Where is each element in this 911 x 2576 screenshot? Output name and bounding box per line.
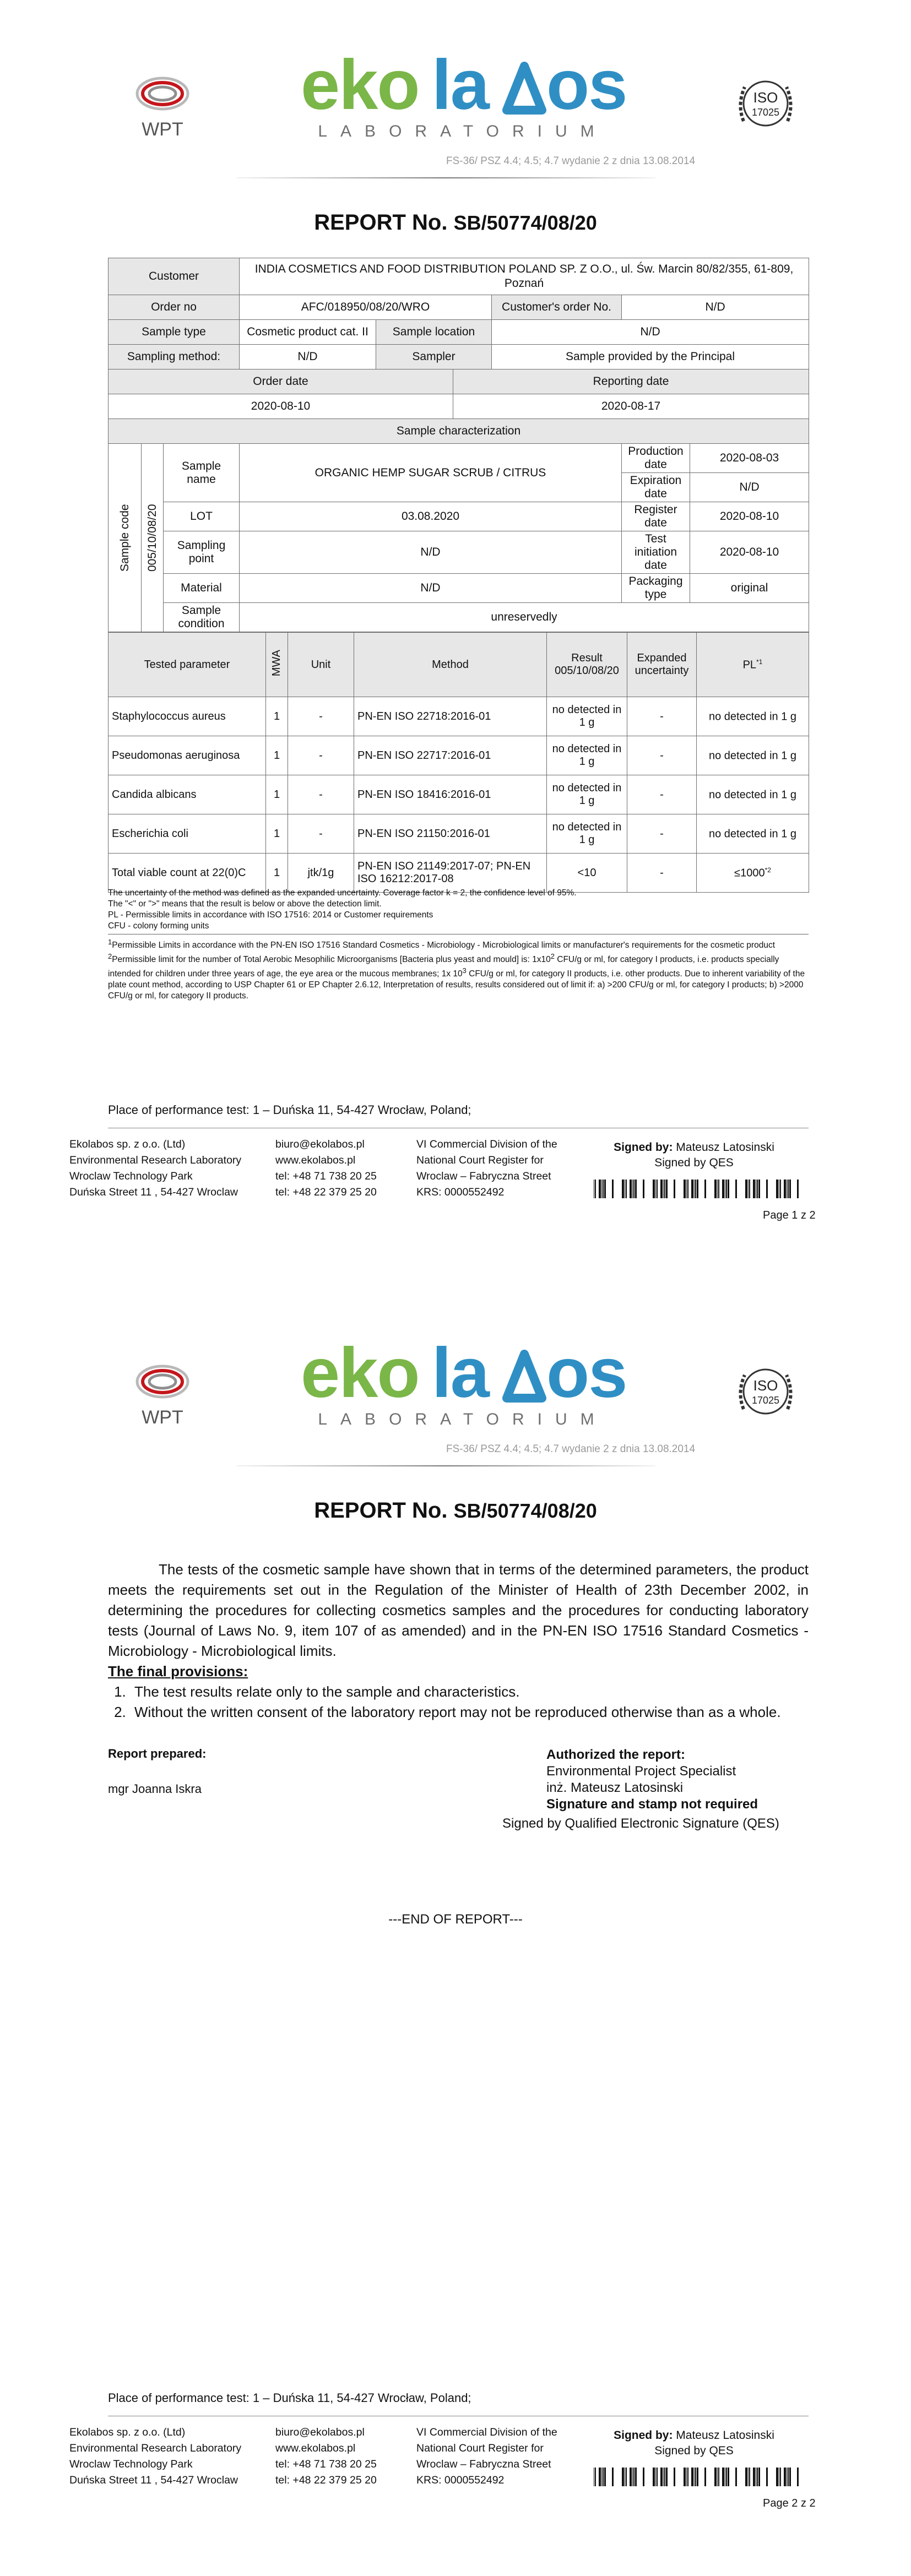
param-cell: Pseudomonas aeruginosa bbox=[109, 736, 266, 775]
svg-text:ISO: ISO bbox=[753, 1377, 778, 1394]
param-cell: Escherichia coli bbox=[109, 814, 266, 854]
reporting-date-value: 2020-08-17 bbox=[453, 394, 809, 419]
result-cell: no detected in 1 g bbox=[547, 736, 627, 775]
order-date-label: Order date bbox=[109, 369, 453, 394]
website-link[interactable]: www.ekolabos.pl bbox=[275, 2442, 356, 2454]
report-page-2 bbox=[0, 1288, 911, 2576]
unit-cell: - bbox=[288, 697, 354, 736]
mwa-header: MWA bbox=[266, 633, 288, 697]
website-link[interactable]: www.ekolabos.pl bbox=[275, 1154, 356, 1166]
form-reference: FS-36/ PSZ 4.4; 4.5; 4.7 wydanie 2 z dnia 13.08.2014 bbox=[446, 1443, 696, 1455]
sample-name-value: ORGANIC HEMP SUGAR SCRUB / CITRUS bbox=[240, 444, 622, 502]
svg-text:LABORATORIUM: LABORATORIUM bbox=[318, 1410, 608, 1428]
unit-header: Unit bbox=[288, 633, 354, 697]
note-pl: PL - Permissible limits in accordance with ISO 17516: 2014 or Customer requirements bbox=[108, 910, 433, 920]
sample-location-label: Sample location bbox=[376, 320, 492, 345]
sample-code-label: Sample code bbox=[109, 444, 142, 632]
footer-registry: VI Commercial Division of the National Court Register for Wroclaw – Fabryczna Street KRS: 0000552492 bbox=[416, 1138, 557, 1198]
authorization-block: Authorized the report: Environmental Project Specialist inż. Mateusz Latosinski Signature and stamp not required bbox=[546, 1747, 758, 1812]
signature-block: Signed by: Mateusz Latosinski Signed by QES bbox=[614, 1141, 774, 1169]
provisions-list bbox=[108, 1682, 809, 1722]
svg-text:la: la bbox=[432, 48, 489, 124]
sample-type-label: Sample type bbox=[109, 320, 240, 345]
svg-text:os: os bbox=[546, 48, 627, 124]
unit-cell: - bbox=[288, 814, 354, 854]
svg-text:17025: 17025 bbox=[751, 1395, 780, 1406]
method-cell: PN-EN ISO 21150:2016-01 bbox=[354, 814, 547, 854]
unit-cell: - bbox=[288, 736, 354, 775]
sampling-method-label: Sampling method: bbox=[109, 345, 240, 369]
sampling-point-value: N/D bbox=[240, 531, 622, 574]
test-initiation-value: 2020-08-10 bbox=[690, 531, 809, 574]
uncertainty-cell: - bbox=[627, 775, 697, 814]
result-header: Result 005/10/08/20 bbox=[547, 633, 627, 697]
unit-cell: - bbox=[288, 775, 354, 814]
sampling-method-value: N/D bbox=[240, 345, 376, 369]
result-cell: <10 bbox=[547, 854, 627, 893]
result-row bbox=[109, 736, 809, 775]
header-divider bbox=[237, 177, 655, 178]
material-value: N/D bbox=[240, 574, 622, 603]
footer-company: Ekolabos sp. z o.o. (Ltd) Environmental Research Laboratory Wroclaw Technology Park Duńska Street 11 , 54-427 Wroclaw bbox=[69, 2426, 242, 2486]
register-date-value: 2020-08-10 bbox=[690, 502, 809, 531]
footer-company: Ekolabos sp. z o.o. (Ltd) Environmental Research Laboratory Wroclaw Technology Park Duńska Street 11 , 54-427 Wroclaw bbox=[69, 1138, 242, 1198]
results-table bbox=[108, 632, 809, 893]
note-uncertainty: The uncertainty of the method was defined as the expanded uncertainty. Coverage factor k = 2, the confidence level of 95%. bbox=[108, 888, 577, 898]
result-cell: no detected in 1 g bbox=[547, 697, 627, 736]
ekolabos-logo bbox=[297, 1336, 628, 1430]
form-reference: FS-36/ PSZ 4.4; 4.5; 4.7 wydanie 2 z dnia 13.08.2014 bbox=[446, 155, 696, 167]
barcode-image bbox=[594, 1180, 805, 1198]
place-of-performance: Place of performance test: 1 – Duńska 11, 54-427 Wrocław, Poland; bbox=[108, 2391, 471, 2405]
method-cell: PN-EN ISO 18416:2016-01 bbox=[354, 775, 547, 814]
customer-order-value: N/D bbox=[622, 295, 809, 320]
expiration-date-value: N/D bbox=[690, 473, 809, 502]
svg-text:la: la bbox=[432, 1336, 489, 1412]
sampling-point-label: Sampling point bbox=[164, 531, 240, 574]
uncertainty-cell: - bbox=[627, 854, 697, 893]
sample-location-value: N/D bbox=[492, 320, 809, 345]
param-header: Tested parameter bbox=[109, 633, 266, 697]
sample-code-value: 005/10/08/20 bbox=[142, 444, 164, 632]
footer-registry: VI Commercial Division of the National Court Register for Wroclaw – Fabryczna Street KRS: 0000552492 bbox=[416, 2426, 557, 2486]
sample-type-value: Cosmetic product cat. II bbox=[240, 320, 376, 345]
mwa-cell: 1 bbox=[266, 697, 288, 736]
param-cell: Total viable count at 22(0)C bbox=[109, 854, 266, 893]
provision-item: 2. Without the written consent of the laboratory report may not be reproduced otherwise than as a whole. bbox=[130, 1702, 809, 1722]
lot-value: 03.08.2020 bbox=[240, 502, 622, 531]
svg-text:eko: eko bbox=[301, 48, 419, 124]
sample-name-label: Sample name bbox=[164, 444, 240, 502]
test-initiation-label: Test initiation date bbox=[622, 531, 690, 574]
qes-signature: Signed by Qualified Electronic Signature (QES) bbox=[502, 1816, 779, 1831]
uncertainty-header: Expanded uncertainty bbox=[627, 633, 697, 697]
pl-header: PL$^{*1}$ bbox=[697, 633, 809, 697]
signature-block: Signed by: Mateusz Latosinski Signed by QES bbox=[614, 2429, 774, 2457]
barcode-image bbox=[594, 2468, 805, 2486]
packaging-type-label: Packaging type bbox=[622, 574, 690, 603]
result-row bbox=[109, 814, 809, 854]
reporting-date-label: Reporting date bbox=[453, 369, 809, 394]
pl-cell: no detected in 1 g bbox=[697, 814, 809, 854]
param-cell: Candida albicans bbox=[109, 775, 266, 814]
sample-info-table bbox=[108, 258, 809, 632]
production-date-value: 2020-08-03 bbox=[690, 444, 809, 473]
page-number: Page 1 z 2 bbox=[763, 1209, 816, 1221]
svg-text:LABORATORIUM: LABORATORIUM bbox=[318, 122, 608, 140]
uncertainty-cell: - bbox=[627, 697, 697, 736]
note-cfu: CFU - colony forming units bbox=[108, 921, 209, 931]
svg-text:eko: eko bbox=[301, 1336, 419, 1412]
pl-cell: no detected in 1 g bbox=[697, 697, 809, 736]
production-date-label: Production date bbox=[622, 444, 690, 473]
result-cell: no detected in 1 g bbox=[547, 775, 627, 814]
report-title: REPORT No. SB/50774/08/20 bbox=[314, 1498, 597, 1523]
notes-section bbox=[108, 888, 809, 1002]
order-no-label: Order no bbox=[109, 295, 240, 320]
pl-cell: $\le 1000^{*2}$ bbox=[697, 854, 809, 893]
conclusion-paragraph: The tests of the cosmetic sample have shown that in terms of the determined parameters, the product meets the requirements set out in the Regulation of the Minister of Health of 23th December 2002, in determining the procedures for collecting cosmetics samples and the procedures for conducting laboratory tests (Journal of Laws No. 9, item 107 of as amended) and in the PN-EN ISO 17516 Standard Cosmetics - Microbiology - Microbiological limits. bbox=[108, 1561, 809, 1659]
sampler-label: Sampler bbox=[376, 345, 492, 369]
method-cell: PN-EN ISO 21149:2017-07; PN-EN ISO 16212:2017-08 bbox=[354, 854, 547, 893]
packaging-type-value: original bbox=[690, 574, 809, 603]
note-detection: The "<" or ">" means that the result is below or above the detection limit. bbox=[108, 899, 382, 909]
email-link[interactable]: biuro@ekolabos.pl bbox=[275, 1138, 365, 1150]
sample-condition-value: unreservedly bbox=[240, 603, 809, 632]
sampler-value: Sample provided by the Principal bbox=[492, 345, 809, 369]
register-date-label: Register date bbox=[622, 502, 690, 531]
svg-text:17025: 17025 bbox=[751, 107, 780, 118]
uncertainty-cell: - bbox=[627, 814, 697, 854]
footer-contact: biuro@ekolabos.pl www.ekolabos.pl tel: +48 71 738 20 25 tel: +48 22 379 25 20 bbox=[275, 2425, 377, 2488]
customer-order-label: Customer's order No. bbox=[492, 295, 622, 320]
order-no-value: AFC/018950/08/20/WRO bbox=[240, 295, 492, 320]
conclusion-section bbox=[108, 1559, 809, 1722]
end-of-report: ---END OF REPORT--- bbox=[388, 1912, 523, 1927]
method-cell: PN-EN ISO 22717:2016-01 bbox=[354, 736, 547, 775]
sample-condition-label: Sample condition bbox=[164, 603, 240, 632]
unit-cell: jtk/1g bbox=[288, 854, 354, 893]
svg-text:WPT: WPT bbox=[142, 119, 183, 140]
method-cell: PN-EN ISO 22718:2016-01 bbox=[354, 697, 547, 736]
footer-contact: biuro@ekolabos.pl www.ekolabos.pl tel: +48 71 738 20 25 tel: +48 22 379 25 20 bbox=[275, 1137, 377, 1200]
email-link[interactable]: biuro@ekolabos.pl bbox=[275, 2426, 365, 2438]
report-title: REPORT No. SB/50774/08/20 bbox=[314, 210, 597, 235]
header-divider bbox=[237, 1465, 655, 1466]
lot-label: LOT bbox=[164, 502, 240, 531]
order-date-value: 2020-08-10 bbox=[109, 394, 453, 419]
sample-characterization-label: Sample characterization bbox=[109, 419, 809, 444]
page-number: Page 2 z 2 bbox=[763, 2497, 816, 2509]
ekolabos-logo bbox=[297, 48, 628, 142]
iso-17025-logo bbox=[733, 72, 799, 138]
mwa-cell: 1 bbox=[266, 736, 288, 775]
iso-17025-logo bbox=[733, 1360, 799, 1426]
footnote-2: $^2$Permissible limit for the number of Total Aerobic Mesophilic Microorganisms [Bacteria plus yeast and mould] is: $1x10^2$ CFU/g or ml, for category I products, i.e. products specially intended for children under three years of age, the eye area or the mucous membranes; 1x $10^3$ CFU/g or ml, for category II products, i.e. other products. Due to inherent variability of the plate count method, according to USP Chapter 61 or EP Chapter 2.6.12, Interpretation of results, results considered out of limit if: a) >200 CFU/g or ml, for category I products; b) >2000 CFU/g or ml, for category II products. bbox=[108, 952, 805, 1001]
provision-item: 1. The test results relate only to the sample and characteristics. bbox=[130, 1682, 809, 1702]
place-of-performance: Place of performance test: 1 – Duńska 11, 54-427 Wrocław, Poland; bbox=[108, 1103, 471, 1117]
prepared-by: mgr Joanna Iskra bbox=[108, 1782, 202, 1796]
uncertainty-cell: - bbox=[627, 736, 697, 775]
mwa-cell: 1 bbox=[266, 854, 288, 893]
mwa-cell: 1 bbox=[266, 775, 288, 814]
footnote-1: $^1$Permissible Limits in accordance with the PN-EN ISO 17516 Standard Cosmetics - Microbiology - Microbiological limits or manufacturer's requirements for the cosmetic product bbox=[108, 938, 775, 950]
expiration-date-label: Expiration date bbox=[622, 473, 690, 502]
final-provisions-title: The final provisions: bbox=[108, 1663, 248, 1680]
method-header: Method bbox=[354, 633, 547, 697]
wpt-logo bbox=[132, 70, 193, 142]
result-row bbox=[109, 775, 809, 814]
mwa-cell: 1 bbox=[266, 814, 288, 854]
pl-cell: no detected in 1 g bbox=[697, 775, 809, 814]
material-label: Material bbox=[164, 574, 240, 603]
param-cell: Staphylococcus aureus bbox=[109, 697, 266, 736]
customer-label: Customer bbox=[109, 258, 240, 295]
result-cell: no detected in 1 g bbox=[547, 814, 627, 854]
result-row bbox=[109, 697, 809, 736]
customer-value: INDIA COSMETICS AND FOOD DISTRIBUTION POLAND SP. Z O.O., ul. Św. Marcin 80/82/355, 61-809, Poznań bbox=[240, 258, 809, 295]
svg-text:WPT: WPT bbox=[142, 1407, 183, 1428]
wpt-logo bbox=[132, 1358, 193, 1430]
svg-text:ISO: ISO bbox=[753, 89, 778, 106]
result-row bbox=[109, 854, 809, 893]
report-prepared-label: Report prepared: bbox=[108, 1747, 207, 1760]
pl-cell: no detected in 1 g bbox=[697, 736, 809, 775]
svg-text:os: os bbox=[546, 1336, 627, 1412]
